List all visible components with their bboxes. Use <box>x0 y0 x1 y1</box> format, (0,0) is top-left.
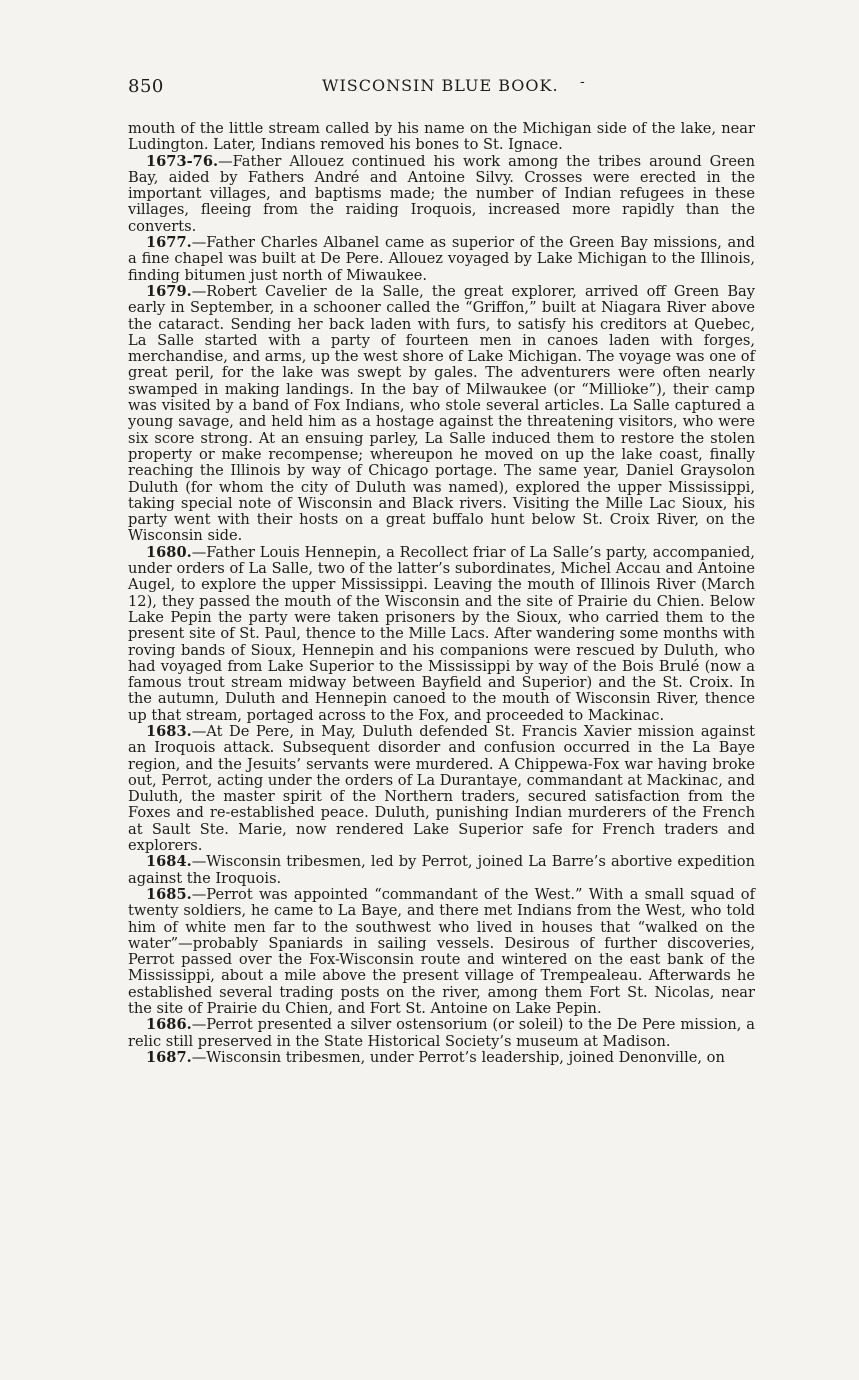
running-title: WISCONSIN BLUE BOOK. <box>322 76 559 95</box>
entry-text: —At De Pere, in May, Duluth defended St. Francis Xavier mission against an Iroquois attack. Subsequent disorder and confusion occurred in the La Baye region, and the Jesuits’ servants were murdered. A Chippewa-Fox war having broke out, Perrot, acting under the orders of La Durantaye, commandant at Mackinac, and Duluth, the master spirit of the Northern traders, secured satisfaction from the Foxes and re-established peace. Duluth, punishing Indian murderers of the French at Sault Ste. Marie, now rendered Lake Superior safe for French traders and explorers. <box>128 722 755 855</box>
entry-year: 1684. <box>146 853 192 871</box>
entry-1683 <box>128 724 755 854</box>
entry-year: 1673-76. <box>146 152 219 170</box>
entry-year: 1680. <box>146 543 192 561</box>
entry-text: —Father Allouez continued his work among the tribes around Green Bay, aided by Fathers André and Antoine Silvy. Crosses were erected in the important villages, and baptisms made; the number of Indian refugees in these villages, fleeing from the raiding Iroquois, increased more rapidly than the converts. <box>128 152 755 235</box>
entry-year: 1679. <box>146 282 192 300</box>
entry-1684 <box>128 854 755 887</box>
entry-1685 <box>128 887 755 1017</box>
entry-1680 <box>128 545 755 724</box>
page-header <box>128 76 758 100</box>
page-number: 850 <box>128 76 164 97</box>
entry-1686 <box>128 1017 755 1050</box>
header-mark: - <box>580 74 585 90</box>
entry-year: 1687. <box>146 1048 192 1066</box>
body-text <box>128 121 755 1066</box>
entry-text: —Perrot was appointed “commandant of the West.” With a small squad of twenty soldiers, he came to La Baye, and there met Indians from the West, who told him of white men far to the southwest who lived in houses that “walked on the water”—probably Spaniards in sailing vessels. Desirous of further discoveries, Perrot passed over the Fox-Wisconsin route and wintered on the east bank of the Mississippi, about a mile above the present village of Trempealeau. Afterwards he established several trading posts on the river, among them Fort St. Nicolas, near the site of Prairie du Chien, and Fort St. Antoine on Lake Pepin. <box>128 885 755 1018</box>
entry-text: —Perrot presented a silver ostensorium (or soleil) to the De Pere mission, a relic still preserved in the State Historical Society’s museum at Madison. <box>128 1016 755 1050</box>
entry-year: 1683. <box>146 722 192 740</box>
paragraph-continuation <box>128 121 755 154</box>
entry-year: 1685. <box>146 885 192 903</box>
entry-year: 1686. <box>146 1016 192 1034</box>
entry-text: —Wisconsin tribesmen, led by Perrot, joined La Barre’s abortive expedition against the Iroquois. <box>128 853 755 887</box>
entry-text: —Father Charles Albanel came as superior of the Green Bay missions, and a fine chapel was built at De Pere. Allouez voyaged by Lake Michigan to the Illinois, finding bitumen just north of Miwaukee. <box>128 234 755 284</box>
entry-1677 <box>128 235 755 284</box>
entry-text: —Wisconsin tribesmen, under Perrot’s leadership, joined Denonville, on <box>191 1048 725 1066</box>
entry-1687 <box>128 1050 755 1066</box>
entry-1679 <box>128 284 755 545</box>
entry-text: —Robert Cavelier de la Salle, the great explorer, arrived off Green Bay early in September, in a schooner called the “Griffon,” built at Niagara River above the cataract. Sending her back laden with furs, to satisfy his creditors at Quebec, La Salle started with a party of fourteen men in canoes laden with forges, merchandise, and arms, up the west shore of Lake Michigan. The voyage was one of great peril, for the lake was swept by gales. The adventurers were often nearly swamped in making landings. In the bay of Milwaukee (or “Millioke”), their camp was visited by a band of Fox Indians, who stole several articles. La Salle captured a young savage, and held him as a hostage against the threatening visitors, who were six score strong. At an ensuing parley, La Salle induced them to restore the stolen property or make recompense; whereupon he moved on up the lake coast, finally reaching the Illinois by way of Chicago portage. The same year, Daniel Graysolon Duluth (for whom the city of Duluth was named), explored the upper Mississippi, taking special note of Wisconsin and Black rivers. Visiting the Mille Lac Sioux, his party went with their hosts on a great buffalo hunt below St. Croix River, on the Wisconsin side. <box>128 282 755 545</box>
paragraph-text: mouth of the little stream called by his name on the Michigan side of the lake, near Ludington. Later, Indians removed his bones to St. Ignace. <box>128 120 755 154</box>
entry-1673-76 <box>128 154 755 235</box>
entry-year: 1677. <box>146 234 192 252</box>
entry-text: —Father Louis Hennepin, a Recollect friar of La Salle’s party, accompanied, under orders of La Salle, two of the latter’s subordinates, Michel Accau and Antoine Augel, to explore the upper Mississippi. Leaving the mouth of Illinois River (March 12), they passed the mouth of the Wisconsin and the site of Prairie du Chien. Below Lake Pepin the party were taken prisoners by the Sioux, who carried them to the present site of St. Paul, thence to the Mille Lacs. After wandering some months with roving bands of Sioux, Hennepin and his companions were rescued by Duluth, who had voyaged from Lake Superior to the Mississippi by way of the Bois Brulé (now a famous trout stream midway between Bayfield and Superior) and the St. Croix. In the autumn, Duluth and Hennepin canoed to the mouth of Wisconsin River, thence up that stream, portaged across to the Fox, and proceeded to Mackinac. <box>128 543 755 724</box>
